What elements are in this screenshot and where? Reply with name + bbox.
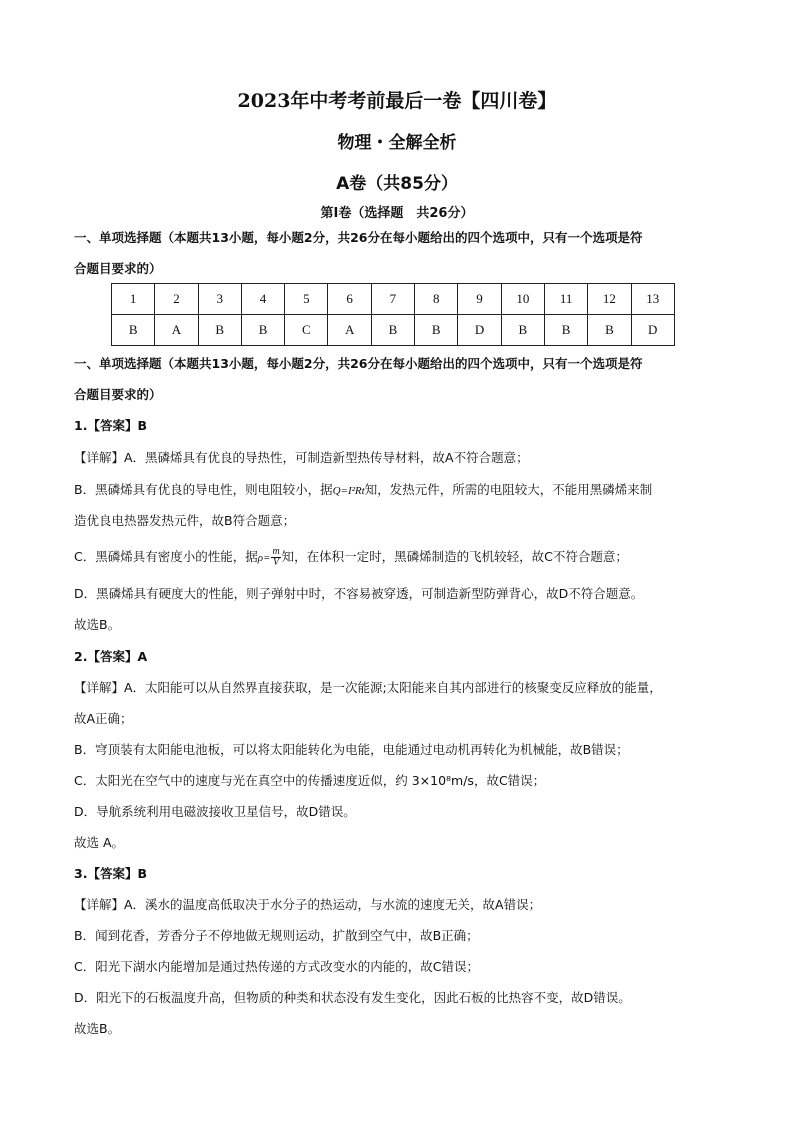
text: 知，发热元件，所需的电阻较大，不能用黑磷烯来制 (364, 482, 653, 497)
q2-explanation-a-cont: 故A正确； (74, 711, 133, 726)
table-cell: 5 (285, 284, 328, 315)
section-heading: 一、单项选择题（本题共13小题，每小题2分，共26分在每小题给出的四个选项中，只有一个选项是符 (74, 356, 643, 371)
q2-explanation-a: 【详解】A．太阳能可以从自然界直接获取，是一次能源;太阳能来自其内部进行的核聚变反应释放的能量， (74, 680, 662, 695)
text: C．黑磷烯具有密度小的性能，据 (74, 549, 258, 564)
table-cell: D (631, 315, 674, 346)
q1-explanation-b (74, 482, 734, 499)
text: 知，在体积一定时，黑磷烯制造的飞机较轻，故C不符合题意； (281, 549, 628, 564)
q2-explanation-c: C．太阳光在空气中的速度与光在真空中的传播速度近似，约 3×10⁸m/s，故C错误； (74, 773, 546, 788)
q3-conclusion: 故选B。 (74, 1021, 121, 1036)
table-cell: C (285, 315, 328, 346)
q1-explanation-b-cont: 造优良电热器发热元件，故B符合题意； (74, 513, 296, 528)
table-cell: 3 (198, 284, 241, 315)
q3-answer: 3.【答案】B (74, 866, 147, 881)
q1-explanation-d: D．黑磷烯具有硬度大的性能，则子弹射中时，不容易被穿透，可制造新型防弹背心，故D不符合题意。 (74, 586, 644, 601)
table-cell: B (198, 315, 241, 346)
q1-answer: 1.【答案】B (74, 418, 147, 433)
table-cell: B (241, 315, 284, 346)
section-heading: 一、单项选择题（本题共13小题，每小题2分，共26分在每小题给出的四个选项中，只有一个选项是符 (74, 230, 643, 245)
q2-answer: 2.【答案】A (74, 649, 148, 664)
q1-conclusion: 故选B。 (74, 617, 121, 632)
table-cell: 4 (241, 284, 284, 315)
answer-table-answer-row (112, 315, 675, 346)
table-cell: 12 (588, 284, 631, 315)
answer-table-number-row (112, 284, 675, 315)
q3-explanation-a: 【详解】A．溪水的温度高低取决于水分子的热运动，与水流的速度无关，故A错误； (74, 897, 542, 912)
table-cell: B (112, 315, 155, 346)
table-cell: 6 (328, 284, 371, 315)
table-cell: B (371, 315, 414, 346)
section-heading-cont: 合题目要求的） (74, 261, 162, 276)
answer-table (111, 283, 675, 346)
q2-explanation-d: D．导航系统利用电磁波接收卫星信号，故D错误。 (74, 804, 356, 819)
text: B．黑磷烯具有优良的导电性，则电阻较小，据 (74, 482, 333, 497)
table-cell: B (544, 315, 587, 346)
paper-a-heading: A卷（共85分） (336, 174, 458, 194)
table-cell: 7 (371, 284, 414, 315)
q1-explanation-a: 【详解】A．黑磷烯具有优良的导热性，可制造新型热传导材料，故A不符合题意； (74, 450, 529, 465)
density-fraction (271, 547, 280, 568)
fraction-denominator: V (273, 557, 280, 568)
table-cell: 11 (544, 284, 587, 315)
table-cell: B (415, 315, 458, 346)
table-cell: A (328, 315, 371, 346)
formula: ρ= (257, 552, 271, 564)
q1-explanation-c (74, 545, 734, 570)
q3-explanation-b: B．闻到花香，芳香分子不停地做无规则运动，扩散到空气中，故B正确； (74, 928, 479, 943)
table-cell: D (458, 315, 501, 346)
formula: Q=I²Rt (332, 485, 365, 497)
q3-explanation-c: C．阳光下湖水内能增加是通过热传递的方式改变水的内能的，故C错误； (74, 959, 479, 974)
q2-conclusion: 故选 A。 (74, 835, 125, 850)
part-i-heading: 第Ⅰ卷（选择题 共26分） (320, 206, 474, 221)
table-cell: 10 (501, 284, 544, 315)
table-cell: 2 (155, 284, 198, 315)
q2-explanation-b: B．穹顶装有太阳能电池板，可以将太阳能转化为电能，电能通过电动机再转化为机械能，故B错误； (74, 742, 629, 757)
table-cell: B (501, 315, 544, 346)
q3-explanation-d: D．阳光下的石板温度升高，但物质的种类和状态没有发生变化，因此石板的比热容不变，故D错误。 (74, 990, 631, 1005)
table-cell: B (588, 315, 631, 346)
section-heading-cont: 合题目要求的） (74, 387, 162, 402)
fraction-numerator: m (272, 546, 280, 557)
table-cell: 9 (458, 284, 501, 315)
table-cell: 13 (631, 284, 674, 315)
table-cell: 8 (415, 284, 458, 315)
exam-title: 2023年中考考前最后一卷【四川卷】 (237, 90, 557, 112)
exam-subtitle: 物理・全解全析 (337, 133, 457, 153)
table-cell: 1 (112, 284, 155, 315)
table-cell: A (155, 315, 198, 346)
